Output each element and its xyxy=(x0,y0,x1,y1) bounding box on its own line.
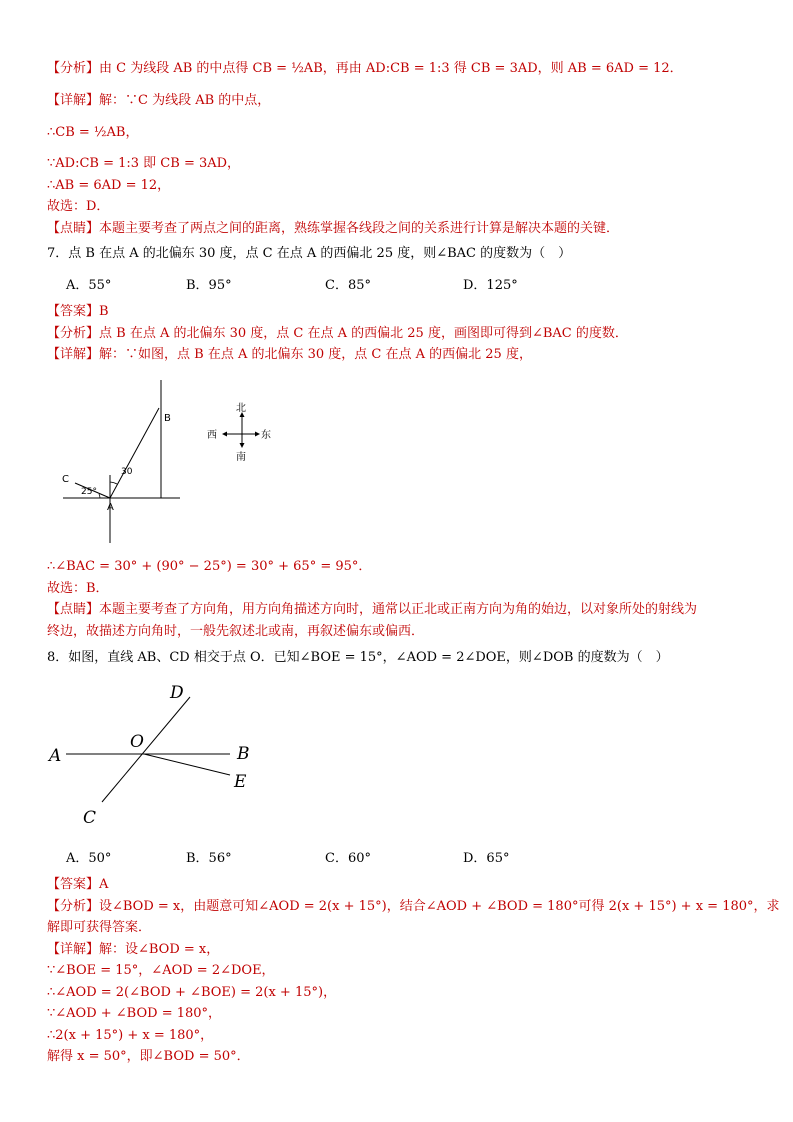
q8-detail-1: 【详解】解：设∠BOD = x， xyxy=(47,942,220,957)
angle-25-arc xyxy=(99,494,100,498)
q7-direction-figure xyxy=(55,375,185,545)
label-a: A xyxy=(107,502,114,513)
q7-answer: 【答案】B xyxy=(47,304,109,319)
angle-25-label: 25° xyxy=(81,487,97,497)
line-cd xyxy=(102,697,190,802)
compass-south: 南 xyxy=(236,452,246,463)
west-arrow-icon xyxy=(222,432,227,437)
q8-detail-3: ∴∠AOD = 2(∠BOD + ∠BOE) = 2(x + 15°)， xyxy=(47,985,337,1000)
ray-ab xyxy=(110,408,159,498)
q7-choice-a[interactable]: A．55° xyxy=(66,278,112,293)
compass-west: 西 xyxy=(207,430,217,441)
angle-30-arc xyxy=(110,482,117,484)
label-d: D xyxy=(170,683,184,703)
q8-choice-c[interactable]: C．60° xyxy=(325,851,371,866)
compass-rose xyxy=(205,400,275,465)
compass-north: 北 xyxy=(236,403,246,414)
q8-analysis-2: 解即可获得答案． xyxy=(47,920,152,935)
q7-choice-d[interactable]: D．125° xyxy=(463,278,518,293)
label-c: C xyxy=(83,808,97,828)
q8-choice-a[interactable]: A．50° xyxy=(66,851,112,866)
q8-stem: 8．如图，直线 AB、CD 相交于点 O．已知∠BOE = 15°，∠AOD = 2∠DOE，则∠DOB 的度数为（ ） xyxy=(47,650,669,665)
q7-analysis: 【分析】点 B 在点 A 的北偏东 30 度，点 C 在点 A 的西偏北 25 度，画图即可得到∠BAC 的度数． xyxy=(47,326,628,341)
label-b: B xyxy=(237,744,250,764)
q6-analysis: 【分析】由 C 为线段 AB 的中点得 CB = ½AB，再由 AD:CB = 1:3 得 CB = 3AD，则 AB = 6AD = 12． xyxy=(47,61,683,76)
q7-comment-1: 【点睛】本题主要考查了方向角，用方向角描述方向时，通常以正北或正南方向为角的始边，以对象所处的射线为 xyxy=(47,602,698,617)
q8-detail-2: ∵∠BOE = 15°，∠AOD = 2∠DOE， xyxy=(47,963,275,978)
q8-choice-d[interactable]: D．65° xyxy=(463,851,510,866)
label-c: C xyxy=(62,474,69,485)
q7-choice-c[interactable]: C．85° xyxy=(325,278,371,293)
q7-stem: 7．点 B 在点 A 的北偏东 30 度，点 C 在点 A 的西偏北 25 度，则∠BAC 的度数为（ ） xyxy=(47,246,572,261)
q8-detail-6: 解得 x = 50°，即∠BOD = 50°． xyxy=(47,1049,250,1064)
q6-comment: 【点睛】本题主要考查了两点之间的距离，熟练掌握各线段之间的关系进行计算是解决本题的关键． xyxy=(47,221,620,236)
q6-detail-2: ∴CB = ½AB， xyxy=(47,125,139,140)
q8-choice-b[interactable]: B．56° xyxy=(186,851,232,866)
q7-calc: ∴∠BAC = 30° + (90° − 25°) = 30° + 65° = 95°． xyxy=(47,559,372,574)
q8-answer: 【答案】A xyxy=(47,877,109,892)
south-arrow-icon xyxy=(240,443,245,448)
q8-detail-4: ∵∠AOD + ∠BOD = 180°， xyxy=(47,1006,222,1021)
q7-choice-b[interactable]: B．95° xyxy=(186,278,232,293)
q8-detail-5: ∴2(x + 15°) + x = 180°， xyxy=(47,1028,214,1043)
label-o: O xyxy=(130,732,144,752)
compass-east: 东 xyxy=(261,430,271,441)
ray-oe xyxy=(144,754,230,775)
q6-detail-3: ∵AD:CB = 1:3 即 CB = 3AD， xyxy=(47,156,241,171)
label-a: A xyxy=(49,746,62,766)
label-e: E xyxy=(234,772,247,792)
q6-detail-1: 【详解】解：∵C 为线段 AB 的中点， xyxy=(47,93,271,108)
east-arrow-icon xyxy=(255,432,260,437)
q6-detail-4: ∴AB = 6AD = 12， xyxy=(47,178,171,193)
q6-detail-5: 故选：D． xyxy=(47,199,110,214)
q7-choose: 故选：B． xyxy=(47,581,109,596)
angle-30-label: 30 xyxy=(121,467,133,477)
q8-analysis-1: 【分析】设∠BOD = x，由题意可知∠AOD = 2(x + 15°)，结合∠AOD + ∠BOD = 180°可得 2(x + 15°) + x = 180°，求 xyxy=(47,899,780,914)
q8-intersecting-lines-figure xyxy=(40,678,270,833)
q7-detail: 【详解】解：∵如图，点 B 在点 A 的北偏东 30 度，点 C 在点 A 的西偏北 25 度， xyxy=(47,347,532,362)
label-b: B xyxy=(164,413,171,424)
q7-comment-2: 终边，故描述方向角时，一般先叙述北或南，再叙述偏东或偏西． xyxy=(47,624,425,639)
